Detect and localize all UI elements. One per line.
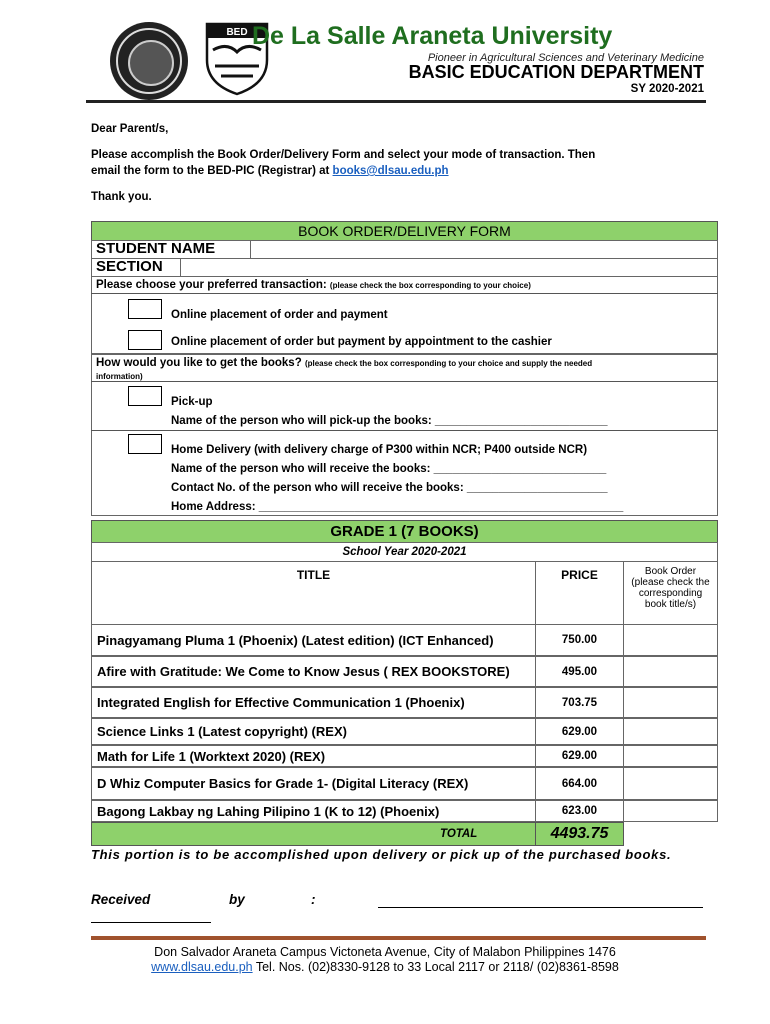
student-name-label: STUDENT NAME [96, 240, 216, 257]
form-title: BOOK ORDER/DELIVERY FORM [91, 221, 718, 241]
transaction-separator [91, 293, 718, 294]
book-order-check-cell[interactable] [623, 745, 718, 767]
price-header: PRICE [535, 561, 624, 625]
grade-title: GRADE 1 (7 BOOKS) [91, 520, 718, 543]
svg-text:BED: BED [226, 27, 248, 38]
student-name-field[interactable] [250, 240, 718, 259]
cashier-payment-checkbox[interactable] [128, 330, 162, 350]
order-header: Book Order (please check the corresponding book title/s) [623, 561, 718, 625]
footer-address: Don Salvador Araneta Campus Victoneta Avenue, City of Malabon Philippines 1476 [154, 945, 616, 959]
footer-divider [91, 936, 706, 940]
header-divider [86, 100, 706, 103]
grade-school-year: School Year 2020-2021 [91, 542, 718, 562]
total-label: TOTAL [440, 828, 478, 840]
book-price: 495.00 [535, 656, 624, 687]
university-tagline: Pioneer in Agricultural Sciences and Veterinary Medicine [427, 52, 704, 64]
book-price: 623.00 [535, 800, 624, 822]
total-value: 4493.75 [535, 822, 624, 846]
book-order-check-cell[interactable] [623, 767, 718, 800]
received-signature-line[interactable] [378, 907, 703, 908]
pickup-checkbox[interactable] [128, 386, 162, 406]
by-label: by [229, 892, 245, 907]
received-signature-line-2[interactable] [91, 922, 211, 923]
book-title: D Whiz Computer Basics for Grade 1- (Digital Literacy (REX) [91, 767, 536, 800]
letter-line-2: email the form to the BED-PIC (Registrar) at books@dlsau.edu.ph [91, 165, 449, 177]
book-title: Math for Life 1 (Worktext 2020) (REX) [91, 745, 536, 767]
contact-number-field[interactable]: Contact No. of the person who will receive the books: ______________________ [171, 482, 608, 494]
section-label: SECTION [96, 258, 163, 275]
seal-center [128, 40, 174, 86]
received-colon: : [311, 892, 316, 907]
book-title: Science Links 1 (Latest copyright) (REX) [91, 718, 536, 745]
book-title: Bagong Lakbay ng Lahing Pilipino 1 (K to 12) (Phoenix) [91, 800, 536, 822]
footer-contact: www.dlsau.edu.ph Tel. Nos. (02)8330-9128 to 33 Local 2117 or 2118/ (02)8361-8598 [151, 960, 619, 974]
home-delivery-checkbox[interactable] [128, 434, 162, 454]
home-delivery-label: Home Delivery (with delivery charge of P300 within NCR; P400 outside NCR) [171, 444, 588, 456]
university-name: De La Salle Araneta University [252, 22, 613, 50]
book-title: Pinagyamang Pluma 1 (Phoenix) (Latest edition) (ICT Enhanced) [91, 624, 536, 656]
book-title: Integrated English for Effective Communication 1 (Phoenix) [91, 687, 536, 718]
book-order-check-cell[interactable] [623, 656, 718, 687]
pickup-separator [91, 430, 718, 431]
delivery-method-prompt: How would you like to get the books? (please check the box corresponding to your choice and supply the needed information) [96, 357, 593, 381]
email-link[interactable]: books@dlsau.edu.ph [332, 165, 449, 177]
book-order-check-cell[interactable] [623, 687, 718, 718]
book-price: 629.00 [535, 718, 624, 745]
online-payment-label: Online placement of order and payment [171, 309, 388, 321]
receiver-name-field[interactable]: Name of the person who will receive the books: ___________________________ [171, 463, 607, 475]
delivery-separator [91, 381, 718, 382]
book-order-check-cell[interactable] [623, 624, 718, 656]
title-header: TITLE [91, 561, 536, 625]
pickup-label: Pick-up [171, 396, 213, 408]
online-payment-checkbox[interactable] [128, 299, 162, 319]
receipt-note: This portion is to be accomplished upon delivery or pick up of the purchased books. [91, 847, 672, 862]
footer-text [100, 945, 670, 975]
letter-body [91, 147, 595, 179]
book-order-check-cell[interactable] [623, 718, 718, 745]
book-title: Afire with Gratitude: We Come to Know Jesus ( REX BOOKSTORE) [91, 656, 536, 687]
book-price: 703.75 [535, 687, 624, 718]
cashier-payment-label: Online placement of order but payment by appointment to the cashier [171, 336, 552, 348]
book-order-check-cell[interactable] [623, 800, 718, 822]
pickup-name-field[interactable]: Name of the person who will pick-up the books: ___________________________ [171, 415, 608, 427]
home-address-field[interactable]: Home Address: _________________________________________________________ [171, 501, 624, 513]
letter-line-1: Please accomplish the Book Order/Delivery Form and select your mode of transaction. Then [91, 149, 596, 161]
transaction-prompt: Please choose your preferred transaction: (please check the box corresponding to your choice) [96, 279, 531, 291]
department-title: BASIC EDUCATION DEPARTMENT [408, 62, 704, 82]
book-price: 664.00 [535, 767, 624, 800]
book-price: 629.00 [535, 745, 624, 767]
website-link[interactable]: www.dlsau.edu.ph [151, 960, 253, 974]
school-year-header: SY 2020-2021 [630, 83, 704, 95]
book-price: 750.00 [535, 624, 624, 656]
section-field[interactable] [180, 258, 718, 277]
received-label: Received [91, 892, 151, 907]
letter-greeting: Dear Parent/s, [91, 123, 169, 135]
letter-thanks: Thank you. [91, 191, 152, 203]
university-seal-logo [110, 22, 188, 100]
